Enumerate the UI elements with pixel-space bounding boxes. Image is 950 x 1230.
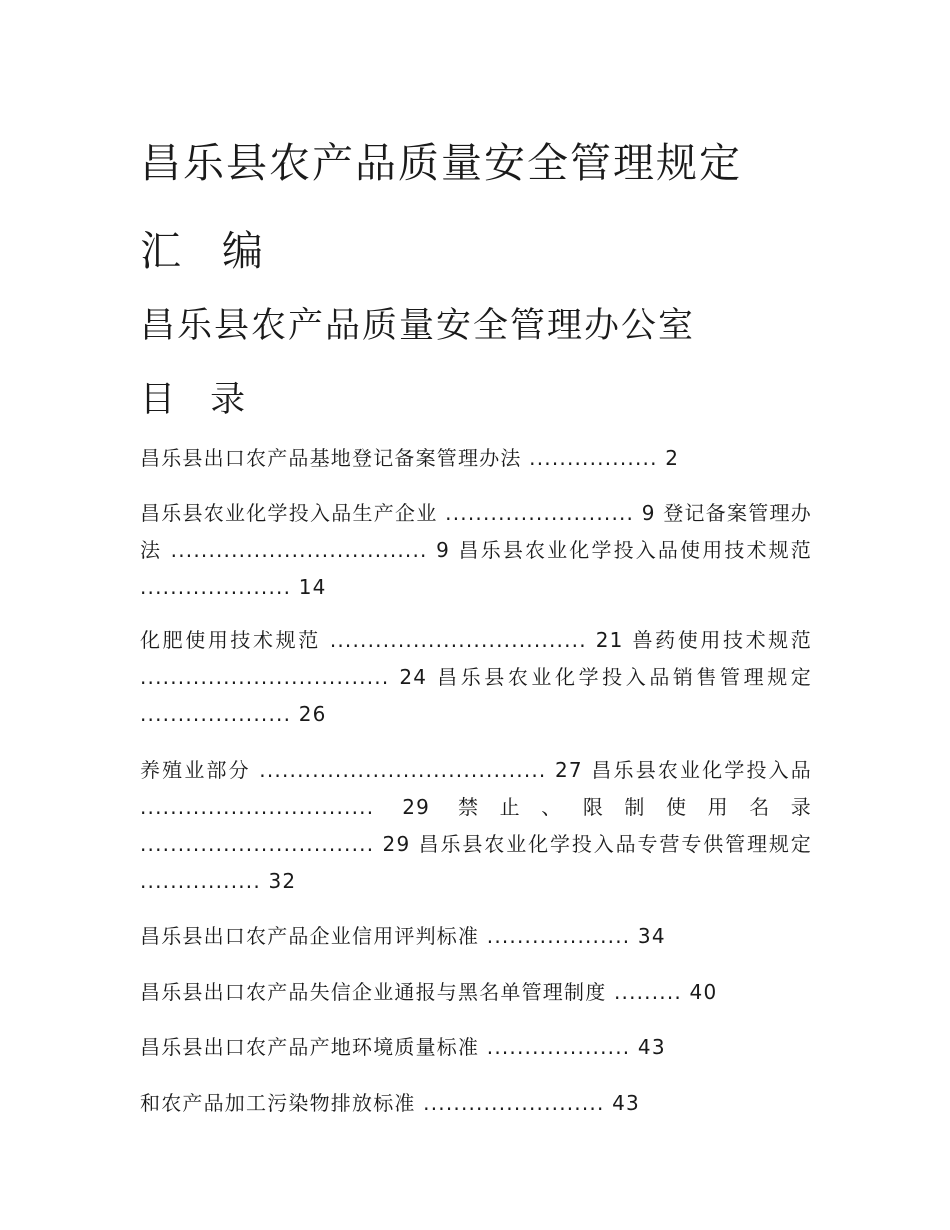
toc-entry: 昌乐县出口农产品失信企业通报与黑名单管理制度 ......... 40 xyxy=(140,980,718,1004)
toc-entry: 昌乐县出口农产品企业信用评判标准 ................... 34 xyxy=(140,924,666,948)
toc-heading: 目 录 xyxy=(140,380,258,420)
document-title-line-1: 昌乐县农产品质量安全管理规定 xyxy=(140,139,742,187)
toc-entry: 和农产品加工污染物排放标准 ........................ 43 xyxy=(140,1091,640,1115)
toc-entry: 昌乐县出口农产品产地环境质量标准 ................... 43 xyxy=(140,1035,666,1059)
document-subtitle: 昌乐县农产品质量安全管理办公室 xyxy=(140,306,696,346)
toc-entry: 昌乐县出口农产品基地登记备案管理办法 ................. 2 xyxy=(140,446,680,470)
document-title-line-2: 汇 编 xyxy=(140,227,278,275)
toc-entry: 养殖业部分 ...................................... 27 昌乐县农业化学投入品 ............................... 29 禁止、限制使用名录 ............................... 29 昌乐县农业化学投入品专营专供管理规定 ................ 32 xyxy=(140,758,812,893)
toc-entry: 昌乐县农业化学投入品生产企业 ......................... 9 登记备案管理办法 .................................. 9 昌乐县农业化学投入品使用技术规范 .................... 14 xyxy=(140,501,812,599)
toc-entry: 化肥使用技术规范 .................................. 21 兽药使用技术规范 ................................. 24 昌乐县农业化学投入品销售管理规定 .................... 26 xyxy=(140,628,812,726)
